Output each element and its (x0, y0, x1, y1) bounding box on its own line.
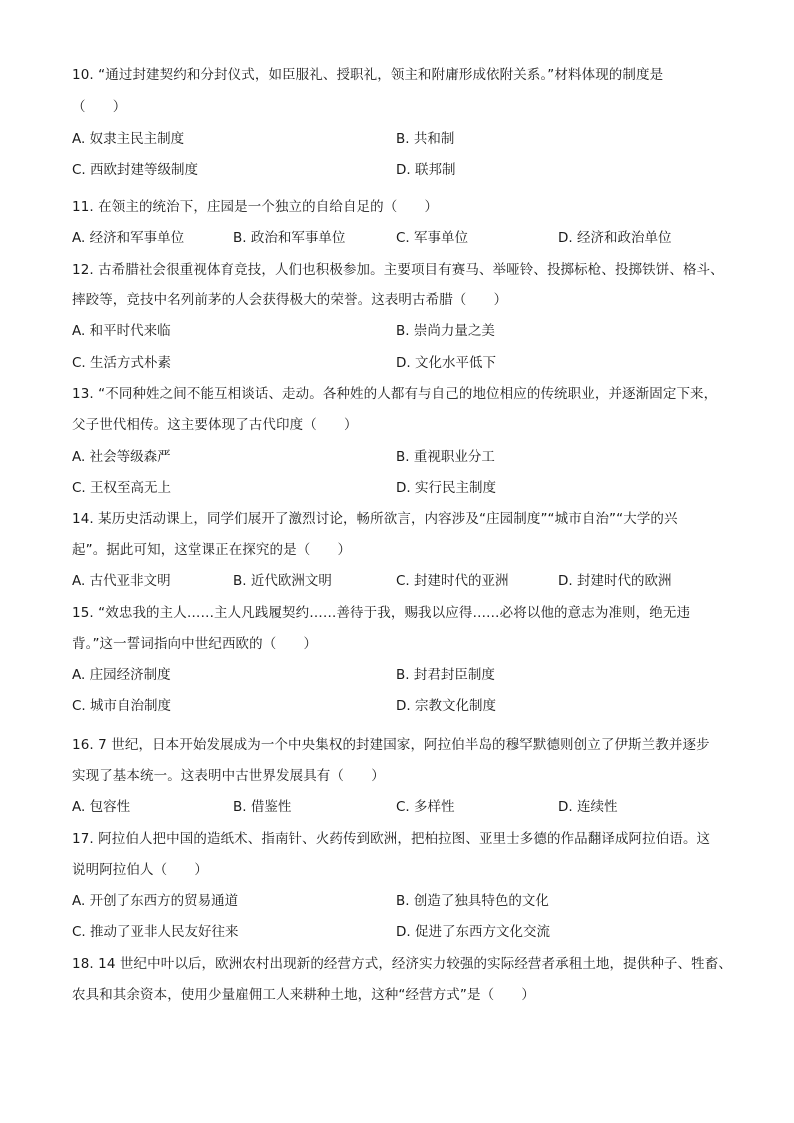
question-16-option-b: B. 借鉴性 (233, 799, 292, 815)
question-18-stem-line-1: 18. 14 世纪中叶以后，欧洲农村出现新的经营方式，经济实力较强的实际经营者承租土地，提供种子、牲畜、 (72, 956, 732, 972)
question-13-stem-line-2: 父子世代相传。这主要体现了古代印度（ ） (72, 417, 358, 433)
question-12-option-a: A. 和平时代来临 (72, 323, 171, 339)
question-14-option-c: C. 封建时代的亚洲 (396, 573, 509, 589)
question-14-option-a: A. 古代亚非文明 (72, 573, 171, 589)
question-11-option-a: A. 经济和军事单位 (72, 230, 185, 246)
question-15-option-a: A. 庄园经济制度 (72, 667, 171, 683)
question-14-stem-line-2: 起”。据此可知，这堂课正在探究的是（ ） (72, 542, 352, 558)
question-13-option-b: B. 重视职业分工 (396, 449, 495, 465)
question-18-stem-line-2: 农具和其余资本，使用少量雇佣工人来耕种土地，这种“经营方式”是（ ） (72, 987, 535, 1003)
question-11-stem-line-1: 11. 在领主的统治下，庄园是一个独立的自给自足的（ ） (72, 199, 439, 215)
question-15-stem-line-2: 背。”这一誓词指向中世纪西欧的（ ） (72, 636, 318, 652)
question-10-stem-line-2: （ ） (72, 99, 127, 115)
question-12-stem-line-1: 12. 古希腊社会很重视体育竞技，人们也积极参加。主要项目有赛马、举哑铃、投掷标枪、投掷铁饼、格斗、 (72, 262, 724, 278)
question-14-option-d: D. 封建时代的欧洲 (558, 573, 672, 589)
question-14-stem-line-1: 14. 某历史活动课上，同学们展开了激烈讨论，畅所欲言，内容涉及“庄园制度”“城市自治”“大学的兴 (72, 511, 678, 527)
question-15-option-d: D. 宗教文化制度 (396, 698, 496, 714)
question-13-option-d: D. 实行民主制度 (396, 480, 496, 496)
question-13-option-a: A. 社会等级森严 (72, 449, 171, 465)
question-11-option-c: C. 军事单位 (396, 230, 469, 246)
question-10-option-a: A. 奴隶主民主制度 (72, 131, 185, 147)
question-11-option-b: B. 政治和军事单位 (233, 230, 346, 246)
question-12-option-d: D. 文化水平低下 (396, 355, 496, 371)
question-14-option-b: B. 近代欧洲文明 (233, 573, 332, 589)
question-10-option-d: D. 联邦制 (396, 162, 456, 178)
question-17-stem-line-1: 17. 阿拉伯人把中国的造纸术、指南针、火药传到欧洲，把柏拉图、亚里士多德的作品翻译成阿拉伯语。这 (72, 831, 711, 847)
question-13-stem-line-1: 13. “不同种姓之间不能互相谈话、走动。各种姓的人都有与自己的地位相应的传统职业，并逐渐固定下来， (72, 386, 718, 402)
question-15-stem-line-1: 15. “效忠我的主人……主人凡践履契约……善待于我，赐我以应得……必将以他的意志为准则，绝无违 (72, 605, 691, 621)
question-11-option-d: D. 经济和政治单位 (558, 230, 672, 246)
question-17-option-b: B. 创造了独具特色的文化 (396, 893, 549, 909)
question-16-option-a: A. 包容性 (72, 799, 131, 815)
question-12-option-b: B. 崇尚力量之美 (396, 323, 495, 339)
question-17-option-d: D. 促进了东西方文化交流 (396, 924, 550, 940)
question-13-option-c: C. 王权至高无上 (72, 480, 172, 496)
question-12-stem-line-2: 摔跤等，竞技中名列前茅的人会获得极大的荣誉。这表明古希腊（ ） (72, 292, 508, 308)
question-16-option-c: C. 多样性 (396, 799, 455, 815)
question-16-option-d: D. 连续性 (558, 799, 618, 815)
question-16-stem-line-1: 16. 7 世纪，日本开始发展成为一个中央集权的封建国家，阿拉伯半岛的穆罕默德则创立了伊斯兰教并逐步 (72, 737, 710, 753)
question-10-option-c: C. 西欧封建等级制度 (72, 162, 199, 178)
question-17-option-a: A. 开创了东西方的贸易通道 (72, 893, 239, 909)
question-16-stem-line-2: 实现了基本统一。这表明中古世界发展具有（ ） (72, 768, 385, 784)
question-10-stem-line-1: 10. “通过封建契约和分封仪式，如臣服礼、授职礼，领主和附庸形成依附关系。”材料体现的制度是 (72, 67, 664, 83)
question-15-option-c: C. 城市自治制度 (72, 698, 172, 714)
question-12-option-c: C. 生活方式朴素 (72, 355, 172, 371)
question-17-stem-line-2: 说明阿拉伯人（ ） (72, 862, 208, 878)
question-17-option-c: C. 推动了亚非人民友好往来 (72, 924, 239, 940)
question-15-option-b: B. 封君封臣制度 (396, 667, 495, 683)
question-10-option-b: B. 共和制 (396, 131, 455, 147)
